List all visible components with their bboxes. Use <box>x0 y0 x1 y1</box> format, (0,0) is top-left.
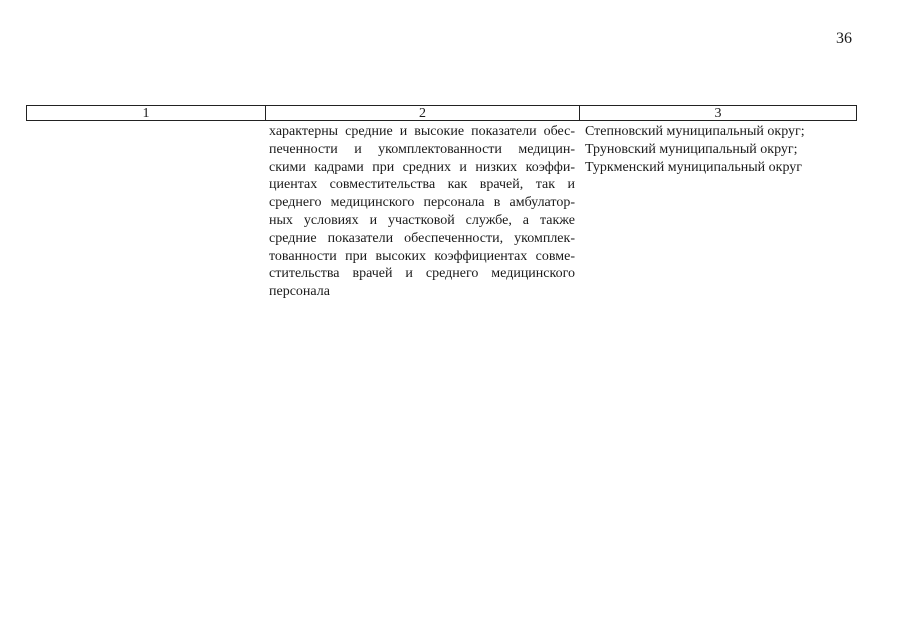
text-line: тованности при высоких коэффициентах совме- <box>269 248 575 264</box>
text-line: стительства врачей и среднего медицинского <box>269 266 575 282</box>
text-line: циентах совместительства как врачей, так и <box>269 177 575 193</box>
text-line: среднего медицинского персонала в амбулатор- <box>269 195 575 211</box>
text-line: персонала <box>269 284 330 300</box>
text-line: ных условиях и участковой службе, а также <box>269 212 575 228</box>
text-line: средние показатели обеспеченности, укомплек- <box>269 230 575 246</box>
district-item: Туркменский муниципальный округ <box>585 159 802 175</box>
district-item: Степновский муниципальный округ; <box>585 124 805 139</box>
column-2-text <box>269 123 575 301</box>
text-line: характерны средние и высокие показатели обес- <box>269 124 575 139</box>
text-line: скими кадрами при средних и низких коэффи- <box>269 159 575 175</box>
table-header-cell-2: 2 <box>266 106 580 120</box>
page-number: 36 <box>836 30 852 47</box>
column-3-text <box>585 123 850 176</box>
table-header-row <box>26 105 857 121</box>
table-header-cell-1: 1 <box>27 106 266 120</box>
table-header-cell-3: 3 <box>714 106 722 121</box>
district-item: Труновский муниципальный округ; <box>585 141 798 157</box>
text-line: печенности и укомплектованности медицин- <box>269 141 575 157</box>
